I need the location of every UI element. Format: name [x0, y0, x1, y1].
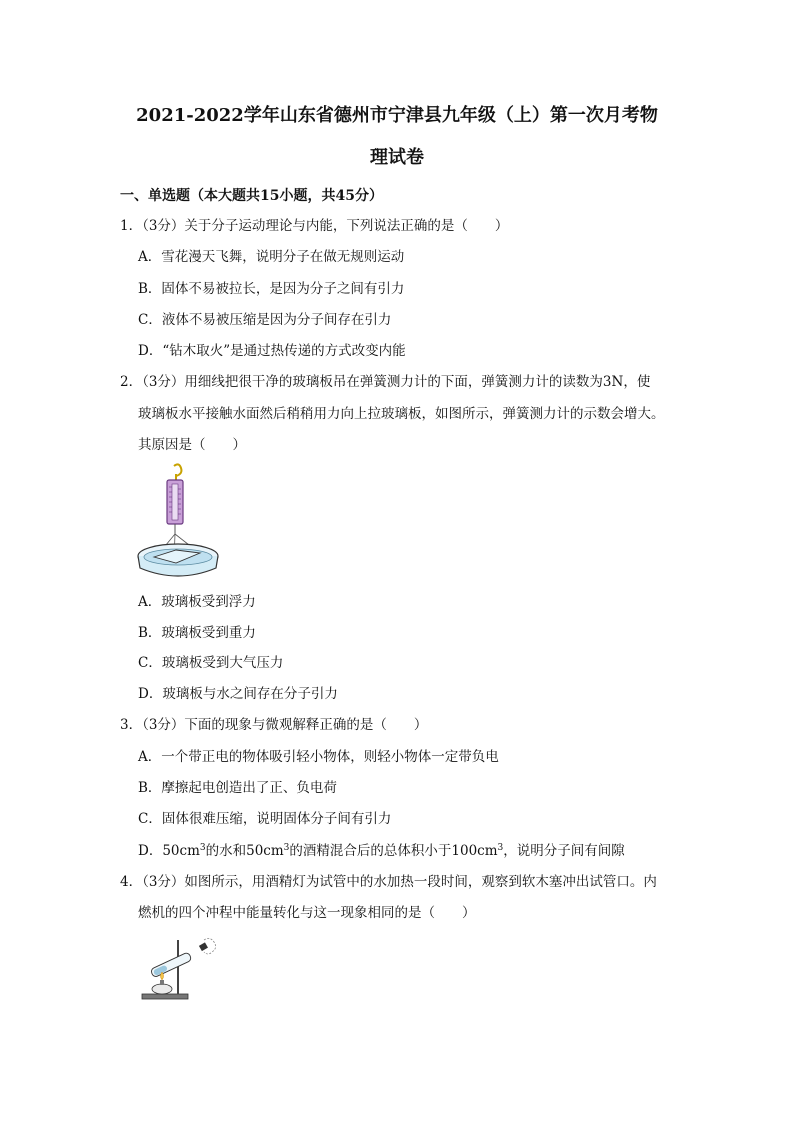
q2-option-b: B．玻璃板受到重力: [138, 625, 256, 641]
q1-option-b: B．固体不易被拉长，是因为分子之间有引力: [138, 281, 405, 297]
q2-option-d: D．玻璃板与水之间存在分子引力: [138, 686, 338, 702]
q3-optd-sup3: 3: [497, 843, 504, 853]
q3-optd-sup1: 3: [199, 843, 206, 853]
q3-optd-part1: D．50cm: [138, 843, 200, 859]
q3-optd-part2: 的水和50cm: [205, 843, 284, 859]
q3-option-d: [138, 844, 625, 859]
q1-option-d: D．“钻木取火”是通过热传递的方式改变内能: [138, 343, 406, 359]
test-tube-heating-figure: [138, 934, 220, 1002]
q4-stem-line2: 燃机的四个冲程中能量转化与这一现象相同的是（ ）: [138, 905, 476, 921]
q1-option-a: A．雪花漫天飞舞，说明分子在做无规则运动: [138, 249, 405, 265]
q1-stem: 1．（3分）关于分子运动理论与内能，下列说法正确的是（ ）: [120, 218, 509, 234]
section-heading: 一、单选题（本大题共15小题，共45分）: [120, 188, 383, 204]
exam-title-line1: 2021-2022学年山东省德州市宁津县九年级（上）第一次月考物: [136, 105, 658, 126]
q1-option-c: C．液体不易被压缩是因为分子间存在引力: [138, 312, 392, 328]
q3-option-c: C．固体很难压缩，说明固体分子间有引力: [138, 811, 392, 827]
q3-option-a: A．一个带正电的物体吸引轻小物体，则轻小物体一定带负电: [138, 749, 499, 765]
q2-option-c: C．玻璃板受到大气压力: [138, 655, 284, 671]
q2-option-a: A．玻璃板受到浮力: [138, 594, 256, 610]
q3-optd-part4: ，说明分子间有间隙: [503, 843, 625, 859]
q2-stem-line2: 玻璃板水平接触水面然后稍稍用力向上拉玻璃板，如图所示，弹簧测力计的示数会增大。: [138, 406, 665, 422]
q3-optd-sup2: 3: [283, 843, 290, 853]
q4-stem-line1: 4．（3分）如图所示，用酒精灯为试管中的水加热一段时间，观察到软木塞冲出试管口。内: [120, 874, 657, 890]
q2-stem-line1: 2．（3分）用细线把很干净的玻璃板吊在弹簧测力计的下面，弹簧测力计的读数为3N，使: [120, 374, 651, 390]
q3-optd-part3: 的酒精混合后的总体积小于100cm: [289, 843, 498, 859]
q3-option-b: B．摩擦起电创造出了正、负电荷: [138, 780, 337, 796]
spring-scale-glass-figure: [136, 462, 226, 584]
exam-title-line2: 理试卷: [370, 147, 424, 168]
q2-stem-line3: 其原因是（ ）: [138, 437, 246, 453]
q3-stem: 3．（3分）下面的现象与微观解释正确的是（ ）: [120, 717, 428, 733]
